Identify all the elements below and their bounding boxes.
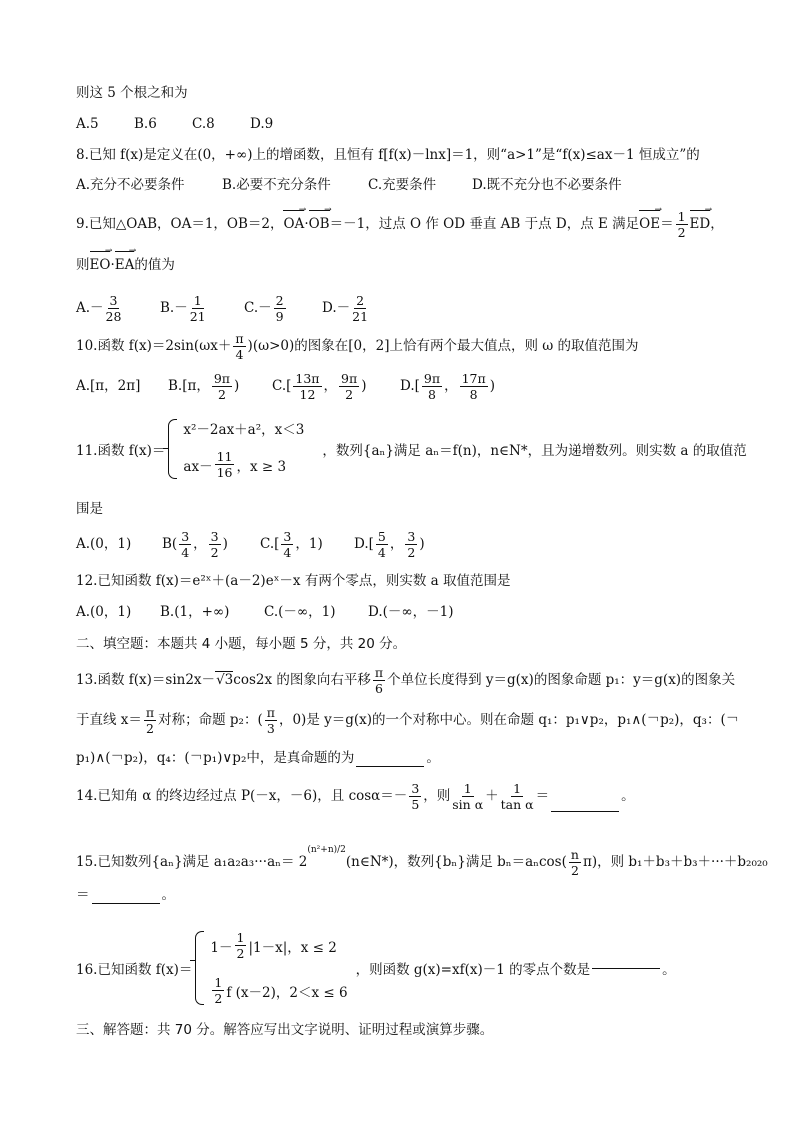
q13-line2: 于直线 x＝ $\frac{\pi}{2}$ 对称；命题 p₂：( $\frac{\pi}{3}$ ，0)是 y＝g(x)的一个对称中心。则在命题 q₁：p₁∨p₂，p₁∧(￢p₂)，q₃：(￢	[76, 705, 740, 736]
fraction-pi-4: $\frac{\pi}{4}$	[235, 331, 244, 362]
vector-ob: OB →	[309, 215, 330, 233]
q7-option-a: A.5	[76, 116, 99, 132]
left-brace	[195, 931, 204, 1005]
q14-stem: 14.已知角 α 的终边经过点 P(－x，－6)，且 cosα＝－ $\frac{3}{5}$ ，则 $\frac{1}{\text{sin α}}$ ＋ $\frac{1}{\text{tan α}}$ ＝ 。	[76, 781, 635, 812]
q10-option-a: A.[π，2π]	[76, 378, 141, 394]
answer-blank-15[interactable]	[92, 903, 160, 904]
q13-line1: 13.函数 f(x)＝sin2x－√3cos2x 的图象向右平移 $\frac{\pi}{6}$ 个单位长度得到 y＝g(x)的图象命题 p₁：y＝g(x)的图象关	[76, 665, 736, 696]
q12-option-a: A.(0，1)	[76, 604, 132, 620]
left-brace	[168, 419, 177, 479]
q11-option-d: D.[ $\frac{5}{4}$ ， $\frac{3}{2}$ )	[354, 529, 425, 560]
q12-options	[76, 603, 454, 621]
q15-line2: ＝ 。	[76, 887, 175, 903]
answer-blank-13[interactable]	[356, 766, 424, 767]
q9-line2	[76, 256, 175, 274]
vector-eo: EO →	[90, 256, 111, 274]
q8-options	[76, 176, 622, 194]
q11-stem-cont: 围是	[76, 501, 103, 517]
q9-text: 则	[76, 257, 90, 273]
q10-stem: 10.函数 f(x)＝2sin(ωx＋ $\frac{\pi}{4}$ )(ω>0)的图象在[0，2]上恰有两个最大值点，则 ω 的取值范围为	[76, 331, 639, 362]
q10-option-c: C.[ $\frac{13\pi}{12}$ ， $\frac{9\pi}{2}$ )	[272, 371, 367, 402]
q11-stem: 11.函数 f(x)＝ x²－2ax＋a²，x＜3 ax－ $\frac{11}{16}$ ，x ≥ 3 ，数列{aₙ}满足 aₙ＝f(n)，n∈N*，且为递增数列。则实数 a 的取值范	[76, 418, 747, 480]
q12-option-d: D.(－∞，－1)	[368, 604, 454, 620]
answer-blank-14[interactable]	[551, 811, 619, 812]
q10-options	[76, 370, 495, 402]
section-3-heading: 三、解答题：共 70 分。解答应写出文字说明、证明过程或演算步骤。	[76, 1022, 494, 1038]
case-2: ax－ $\frac{11}{16}$ ，x ≥ 3	[183, 449, 287, 480]
comma: ，	[710, 216, 724, 232]
q7-option-c: C.8	[192, 116, 215, 132]
q9-option-b: B.－ $\frac{1}{21}$	[160, 293, 206, 324]
q7-option-b: B.6	[134, 116, 157, 132]
q9-text: ＝－1，过点 O 作 OD 垂直 AB 于点 D，点 E 满足	[329, 216, 640, 232]
q8-option-b: B.必要不充分条件	[222, 177, 331, 193]
q12-option-b: B.(1，+∞)	[160, 604, 230, 620]
case-1: 1－ $\frac{1}{2}$ |1－x|，x ≤ 2	[210, 930, 337, 961]
exponent: (n²+n)/2	[307, 845, 346, 855]
case-2: $\frac{1}{2}$ f (x－2)，2＜x ≤ 6	[214, 975, 348, 1006]
q9-text: 的值为	[134, 257, 175, 273]
q7-option-d: D.9	[250, 116, 274, 132]
q11-option-c: C.[ $\frac{3}{4}$ ，1)	[260, 529, 323, 560]
q15-line1: 15.已知数列{aₙ}满足 $a_1a_2a_3\cdot\cdot\cdot a_n= 2^{(n^2+n)/2}(n\in N*)$，数列{bₙ}满足 bₙ＝aₙcos( $\frac{n}{2}$ π)，则 b₁＋b₃＋b₃＋···＋b₂₀₂₀	[76, 845, 768, 878]
vector-ea: EA →	[115, 256, 135, 274]
q9-line1	[76, 209, 724, 240]
vector-oa: OA →	[283, 215, 304, 233]
answer-blank-16[interactable]	[592, 968, 660, 969]
dot-symbol: ·	[304, 216, 309, 232]
q9-option-c: C.－ $\frac{2}{9}$	[244, 293, 284, 324]
q9-option-d: D.－ $\frac{2}{21}$	[322, 293, 369, 324]
q12-stem: 12.已知函数 f(x)＝e²ˣ＋(a－2)eˣ－x 有两个零点，则实数 a 取值范围是	[76, 573, 511, 589]
intro-text: 则这 5 个根之和为	[76, 85, 188, 101]
q8-option-c: C.充要条件	[368, 177, 437, 193]
q9-option-a: A.－ $\frac{3}{28}$	[76, 293, 122, 324]
q8-option-d: D.既不充分也不必要条件	[472, 177, 622, 193]
q11-option-a: A.(0，1)	[76, 536, 132, 552]
case-1: x²－2ax＋a²，x＜3	[183, 422, 305, 438]
dot-symbol: ·	[110, 257, 115, 273]
q9-text: 9.已知△OAB，OA＝1，OB＝2，	[76, 216, 284, 232]
q8-stem: 8.已知 f(x)是定义在(0，+∞)上的增函数，且恒有 f[f(x)－lnx]＝1，则“a>1”是“f(x)≤ax－1 恒成立”的	[76, 147, 700, 163]
q16-stem: 16.已知函数 f(x)＝ 1－ $\frac{1}{2}$ |1－x|，x ≤ 2 $\frac{1}{2}$ f (x－2)，2＜x ≤ 6 ，则函数 g(x)=xf(x)－1 的零点个数是 。	[76, 930, 676, 1006]
q13-line3: p₁)∧(￢p₂)，q₄：(￢p₁)∨p₂中，是真命题的为 。	[76, 750, 440, 766]
piecewise-cases	[183, 418, 304, 480]
q8-option-a: A.充分不必要条件	[76, 177, 185, 193]
equals: ＝	[660, 216, 674, 232]
q11-option-b: B( $\frac{3}{4}$ ， $\frac{3}{2}$ )	[162, 529, 228, 560]
fraction-half: $\frac{1}{2}$	[677, 209, 686, 240]
q7-options	[76, 115, 273, 133]
section-2-heading: 二、填空题：本题共 4 小题，每小题 5 分，共 20 分。	[76, 636, 407, 652]
vector-ed: ED →	[690, 215, 711, 233]
vector-oe: OE →	[639, 215, 660, 233]
q9-options	[76, 292, 370, 324]
q11-options	[76, 528, 425, 560]
q10-option-b: B.[π， $\frac{9\pi}{2}$ )	[168, 371, 240, 402]
piecewise-cases	[210, 930, 347, 1006]
q10-option-d: D.[ $\frac{9\pi}{8}$ ， $\frac{17\pi}{8}$ )	[400, 371, 495, 402]
q12-option-c: C.(－∞，1)	[264, 604, 336, 620]
